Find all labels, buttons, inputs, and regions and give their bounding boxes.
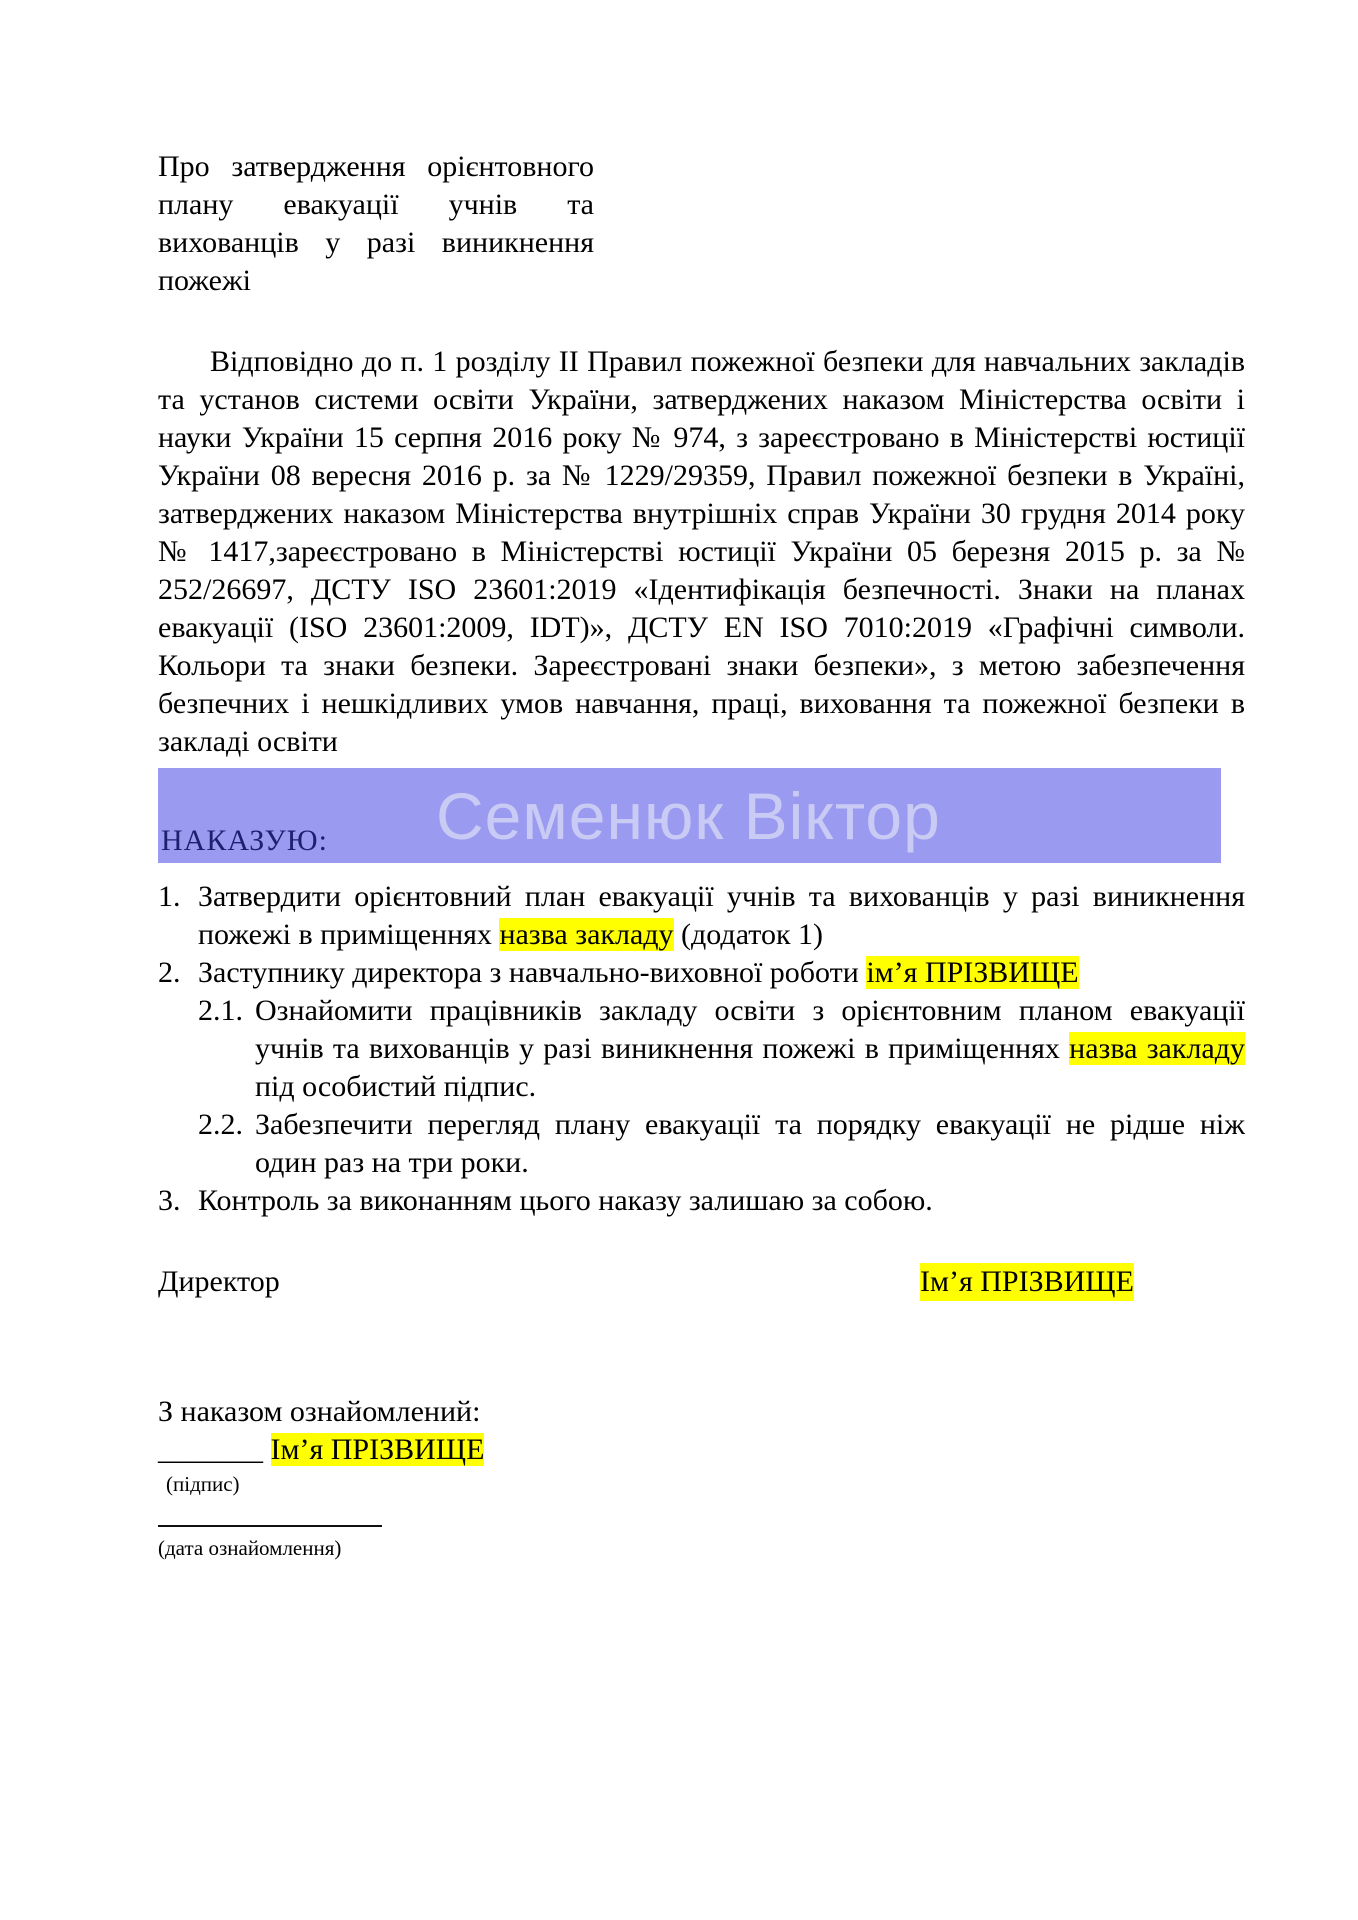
caption-date: (дата ознайомлення) [158, 1536, 342, 1560]
item-text: Затвердити орієнтовний план евакуації учнів та вихованців у разі виникнення пожежі в приміщеннях [198, 880, 1245, 951]
caption-signature: (підпис) [166, 1472, 240, 1496]
item-text: під особистий підпис. [255, 1070, 537, 1103]
acknowledgment-heading: З наказом ознайомлений: [158, 1395, 481, 1428]
order-item-2-2 [158, 1106, 1245, 1182]
item-text: Забезпечити перегляд плану евакуації та порядку евакуації не рідше ніж один раз на три роки. [255, 1108, 1245, 1179]
signature-name-highlight: Ім’я ПРІЗВИЩЕ [920, 1263, 1134, 1301]
order-list [158, 878, 1245, 1220]
signature-blank: _______ [158, 1433, 271, 1466]
order-heading: НАКАЗУЮ: [161, 824, 328, 857]
item-text: (додаток 1) [673, 918, 824, 951]
placeholder-highlight: ім’я ПРІЗВИЩЕ [866, 956, 1079, 989]
intro-paragraph: Відповідно до п. 1 розділу II Правил пожежної безпеки для навчальних закладів та установ системи освіти України, затверджених наказом Міністерства освіти і науки України 15 серпня 2016 року № 974, з зареєстровано в Міністерстві юстиції України 08 вересня 2016 р. за № 1229/29359, Правил пожежної безпеки в Україні, затверджених наказом Міністерства внутрішніх справ України 30 грудня 2014 року № 1417,зареєстровано в Міністерстві юстиції України 05 березня 2015 р. за № 252/26697, ДСТУ ISO 23601:2019 «Ідентифікація безпечності. Знаки на планах евакуації (ISO 23601:2009, IDT)», ДСТУ EN ISO 7010:2019 «Графічні символи. Кольори та знаки безпеки. Зареєстровані знаки безпеки», з метою забезпечення безпечних і нешкідливих умов навчання, праці, виховання та пожежної безпеки в закладі освіти [158, 345, 1245, 758]
item-number: 3. [158, 1184, 181, 1217]
item-text: Заступнику директора з навчально-виховної роботи [198, 956, 867, 989]
item-text: Ознайомити працівників закладу освіти з орієнтовним планом евакуації учнів та вихованців у разі виникнення пожежі в приміщеннях [255, 994, 1245, 1065]
order-item-2-1 [158, 992, 1245, 1106]
placeholder-highlight: назва закладу [1069, 1032, 1245, 1065]
order-item-1 [158, 878, 1245, 954]
placeholder-highlight: назва закладу [499, 918, 674, 951]
item-text: Контроль за виконанням цього наказу залишаю за собою. [198, 1184, 933, 1217]
acknowledgment-signature-line [158, 1431, 1245, 1469]
order-item-2 [158, 954, 1245, 992]
acknowledgment-name-highlight: Ім’я ПРІЗВИЩЕ [270, 1433, 485, 1466]
document-subject: Про затвердження орієнтовного плану евакуації учнів та вихованців у разі виникнення пожежі [158, 150, 594, 297]
order-item-3 [158, 1182, 1245, 1220]
acknowledgment-block [158, 1393, 1245, 1561]
item-number: 1. [158, 880, 181, 913]
date-rule-line [158, 1497, 382, 1527]
watermark-band [158, 768, 1221, 863]
signature-row [158, 1263, 1245, 1301]
watermark-text: Семенюк Віктор [436, 779, 941, 853]
item-number: 2.2. [198, 1108, 243, 1141]
signature-role: Директор [158, 1265, 280, 1298]
item-number: 2.1. [198, 994, 243, 1027]
item-number: 2. [158, 956, 181, 989]
